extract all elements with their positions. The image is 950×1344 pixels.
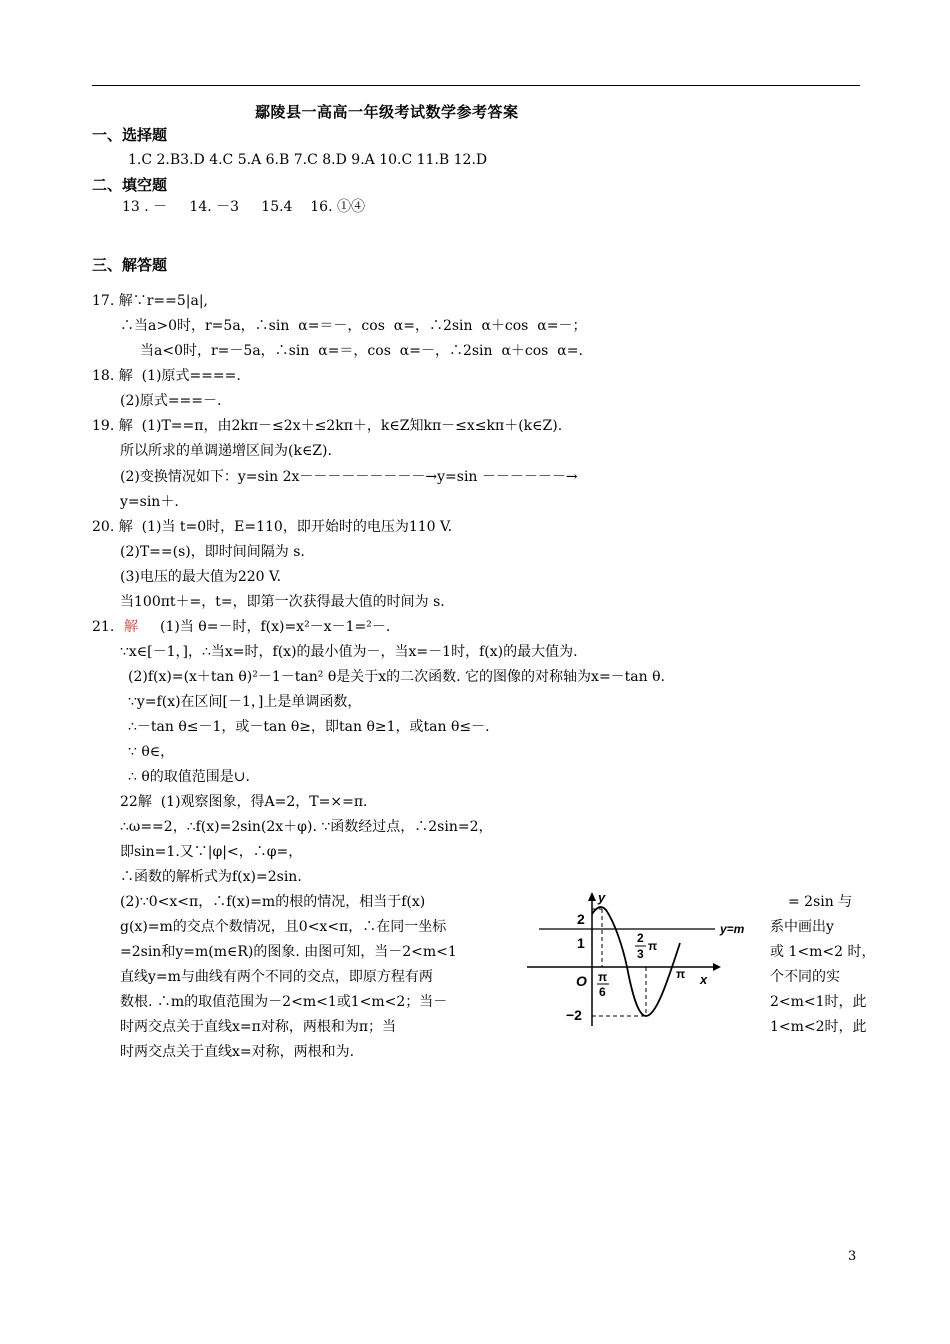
q22-line: g(x)=m的交点个数情况，且0<x<π，∴在同一坐标 [120,919,447,935]
tick-label-2: 2 [577,911,585,927]
q17-line: 17. 解∵r==5|a|, [92,293,209,309]
q18-line: 18. 解 (1)原式====. [92,368,241,384]
y-axis-label: y [598,890,606,905]
q21-number: 21. [92,619,115,635]
q19-line: 19. 解 (1)T==π，由2kπ－≤2x＋≤2kπ＋，k∈Z知kπ－≤x≤kπ＋(k∈Z). [92,418,563,434]
q21-line: (2)f(x)=(x＋tan θ)²－1－tan² θ是关于x的二次函数. 它的图像的对称轴为x=－tan θ. [128,669,665,685]
q20-line: (3)电压的最大值为220 V. [120,569,282,585]
x-axis-label: x [700,972,708,987]
section-solution-heading: 三、解答题 [92,256,168,274]
section-choice-heading: 一、选择题 [92,126,168,144]
header-rule [92,85,860,86]
pi-label: π [676,967,686,981]
y-axis-arrow [588,892,596,901]
q22-line: 数根. ∴m的取值范围为－2<m<1或1<m<2；当－ [120,994,448,1010]
frac-2pi3-pi: π [648,939,658,953]
q21-line: ∴ θ的取值范围是∪. [128,769,250,785]
q22-line: 时两交点关于直线x=π对称，两根和为π；当 [120,1019,397,1035]
q22-line: ∴ω==2，∴f(x)=2sin(2x＋φ). ∵函数经过点，∴2sin=2， [120,819,493,835]
frac-2pi3-numerator: 2 [637,931,644,945]
q21-line: (1)当 θ=－时，f(x)=x²－x－1=²－. [160,619,391,635]
q21-solution-mark: 解 [124,619,138,635]
frac-2pi3-denominator: 3 [637,947,644,961]
q21-line: ∵x∈[－1，]，∴当x=时，f(x)的最小值为－，当x=－1时，f(x)的最大值为. [120,644,578,660]
q20-line: 当100πt＋=，t=，即第一次获得最大值的时间为 s. [120,594,445,610]
q19-line: y=sin＋. [120,494,179,510]
frac-pi6-denominator: 6 [599,985,606,999]
q22-line: 即sin=1.又∵|φ|<，∴φ=， [120,844,303,860]
q20-line: 20. 解 (1)当 t=0时，E=110，即开始时的电压为110 V. [92,519,453,535]
q22-right-fragment: 1<m<2时，此 [770,1019,867,1035]
tick-label-1: 1 [577,935,585,951]
choice-answers: 1.C 2.B3.D 4.C 5.A 6.B 7.C 8.D 9.A 10.C 11.B 12.D [128,152,488,168]
origin-label: O [576,973,587,989]
q18-line: (2)原式===－. [120,393,222,409]
q22-right-fragment: 2<m<1时，此 [770,994,867,1010]
q20-line: (2)T==(s)，即时间间隔为 s. [120,544,305,560]
q17-line: 当a<0时，r=－5a，∴sin α=＝，cos α=－，∴2sin α＋cos α=. [140,343,583,359]
sine-curve [592,907,680,1016]
section-fill-heading: 二、填空题 [92,176,168,194]
q19-line: 所以所求的单调递增区间为(k∈Z). [120,443,332,459]
page-title: 鄢陵县一高高一年级考试数学参考答案 [255,103,519,121]
q22-line: 时两交点关于直线x=对称，两根和为. [120,1044,355,1060]
q22-line: 22解 (1)观察图象，得A=2，T=×=π. [120,794,368,810]
q22-right-fragment: = 2sin 与 [788,894,853,910]
q21-line: ∵ θ∈， [128,744,175,760]
q19-line: (2)变换情况如下：y=sin 2x－－－－－－－－－→y=sin －－－－－－→ [120,469,578,485]
page-number: 3 [848,1249,857,1264]
sine-graph-figure [525,888,765,1028]
q22-right-fragment: 个不同的实 [770,969,840,985]
q22-line: (2)∵0<x<π，∴f(x)=m的根的情况，相当于f(x) [120,894,426,910]
q22-right-fragment: 或 1<m<2 时， [770,944,876,960]
fill-answers: 13 . － 14. －3 15.4 16. ①④ [122,199,365,215]
q22-line: 直线y=m与曲线有两个不同的交点，即原方程有两 [120,969,433,985]
x-axis-arrow [713,963,721,971]
q22-line: ∴函数的解析式为f(x)=2sin. [120,869,302,885]
frac-pi6-numerator: π [598,970,608,984]
line-label: y=m [720,922,745,936]
q21-line: ∴－tan θ≤－1，或－tan θ≥，即tan θ≥1，或tan θ≤－. [128,719,490,735]
q22-line: =2sin和y=m(m∈R)的图象. 由图可知，当－2<m<1 [120,944,457,960]
q22-right-fragment: 系中画出y [770,919,834,935]
q17-line: ∴当a>0时，r=5a，∴sin α=＝－，cos α=，∴2sin α＋cos α=－； [120,318,587,334]
q21-line: ∵y=f(x)在区间[－1，]上是单调函数， [128,694,362,710]
tick-label-neg2: −2 [566,1007,582,1023]
